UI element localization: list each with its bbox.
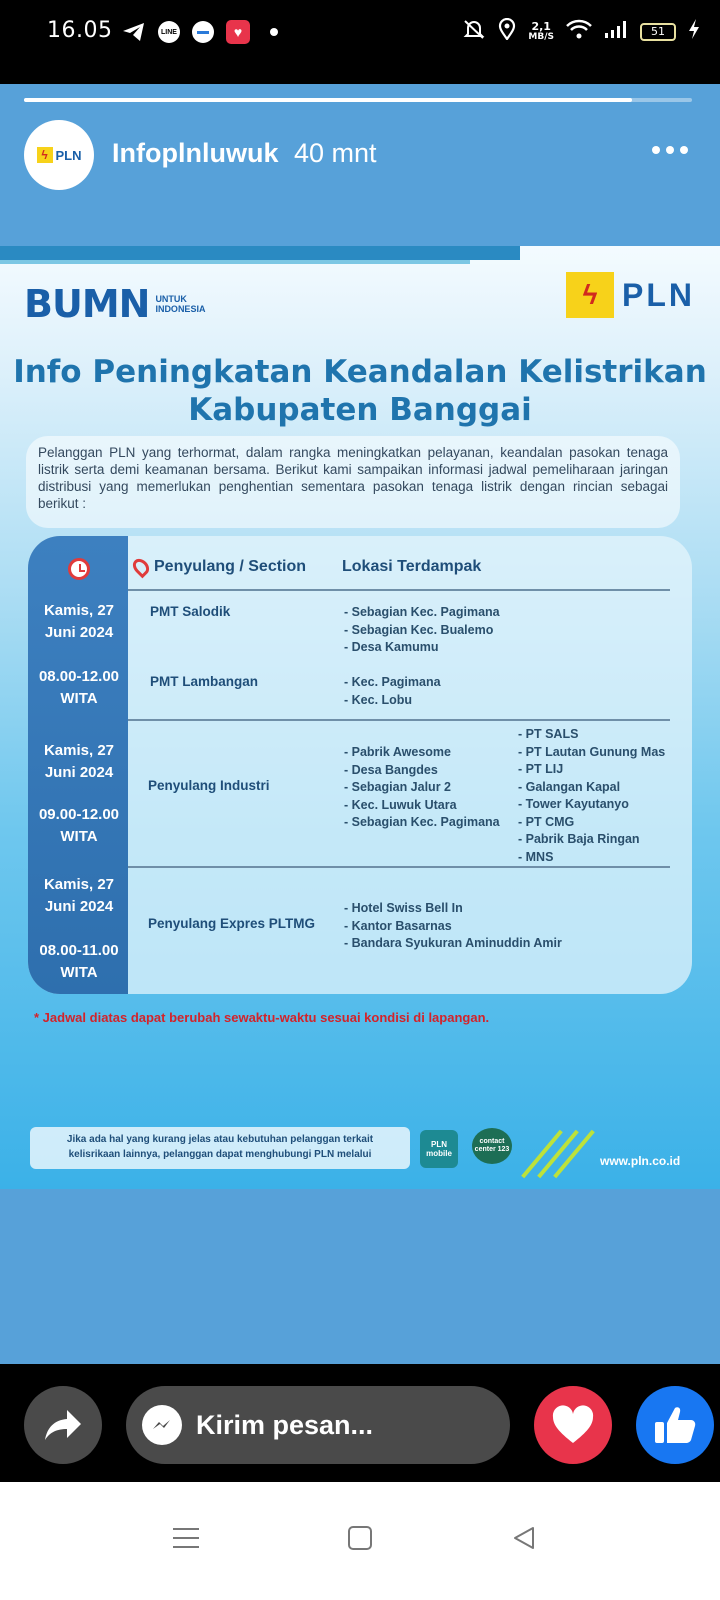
row1-time: 08.00-12.00 WITA <box>38 668 120 707</box>
footer-contact-text: Jika ada hal yang kurang jelas atau kebutuhan pelanggan terkait kelisrikaan lainnya, pelanggan dapat menghubungi PLN melalui <box>30 1127 410 1169</box>
poster-title-line1: Info Peningkatan Keandalan Kelistrikan <box>13 354 707 390</box>
contact-center-logo: contact center 123 <box>472 1128 512 1164</box>
pln-logo: ϟ PLN <box>37 147 82 163</box>
divider <box>128 866 670 868</box>
line-icon: LINE <box>158 20 180 44</box>
row3-locations: - Hotel Swiss Bell In - Kantor Basarnas - Bandara Syukuran Aminuddin Amir <box>344 901 562 950</box>
more-options-button[interactable] <box>652 146 688 154</box>
pln-mobile-logo: PLN mobile <box>420 1130 458 1168</box>
reply-bar <box>0 1364 720 1482</box>
battery-icon: 51 <box>640 23 676 41</box>
pln-lightning-icon: ϟ <box>37 147 53 163</box>
location-pin-icon <box>130 556 153 579</box>
telegram-icon <box>122 20 146 44</box>
dot-icon <box>270 20 278 44</box>
divider <box>128 589 670 591</box>
clock-icon <box>68 558 90 580</box>
messenger-icon <box>142 1405 182 1445</box>
bumn-logo: BUMN UNTUK INDONESIA <box>24 282 206 326</box>
love-reaction-button[interactable] <box>534 1386 612 1464</box>
story-image <box>0 246 720 1189</box>
website-url: www.pln.co.id <box>600 1154 681 1168</box>
schedule-table <box>28 536 692 994</box>
row3-feeder: Penyulang Expres PLTMG <box>148 916 316 931</box>
back-triangle-icon <box>511 1525 537 1551</box>
row1-feeder1: PMT Salodik <box>150 604 231 619</box>
story-viewer[interactable] <box>0 84 720 1364</box>
row3-time: 08.00-11.00 WITA <box>39 942 119 981</box>
tiktok-icon: ♥ <box>226 20 250 44</box>
back-button[interactable] <box>504 1518 544 1558</box>
mute-icon <box>462 18 486 45</box>
dot-icon <box>680 146 688 154</box>
poster-title-line2: Kabupaten Banggai <box>188 392 532 428</box>
pln-logo: ϟ PLN <box>566 272 695 318</box>
schedule-note: * Jadwal diatas dapat berubah sewaktu-waktu sesuai kondisi di lapangan. <box>34 1010 490 1025</box>
poster-intro: Pelanggan PLN yang terhormat, dalam rangka meningkatkan pelayanan, keandalan pasokan tenaga listrik serta demi keamanan bersama. Berikut kami sampaikan informasi jadwal pemeliharaan jaringan distribusi yang memerlukan penghentian sementara pasokan tenaga listrik dengan rincian sebagai berikut : <box>26 436 680 528</box>
dot-icon <box>666 146 674 154</box>
row3-date: Kamis, 27 Juni 2024 <box>43 876 115 915</box>
share-button[interactable] <box>24 1386 102 1464</box>
story-time: 40 mnt <box>294 138 377 168</box>
row1-locations1: - Sebagian Kec. Pagimana - Sebagian Kec. Bualemo - Desa Kamumu <box>344 605 500 654</box>
row2-locations-left: - Pabrik Awesome - Desa Bangdes - Sebagian Jalur 2 - Kec. Luwuk Utara - Sebagian Kec. Pagimana <box>344 745 500 829</box>
app-icon <box>192 20 214 44</box>
row2-date: Kamis, 27 Juni 2024 <box>43 742 115 781</box>
thumbs-up-icon <box>653 1404 697 1446</box>
row1-date: Kamis, 27 Juni 2024 <box>43 602 115 641</box>
menu-icon <box>173 1526 199 1550</box>
message-placeholder: Kirim pesan... <box>196 1409 374 1440</box>
status-bar <box>0 0 720 84</box>
signal-icon <box>604 19 628 44</box>
pln-lightning-icon: ϟ <box>566 272 614 318</box>
header-location: Lokasi Terdampak <box>342 558 482 575</box>
square-icon <box>347 1525 373 1551</box>
row2-time: 09.00-12.00 WITA <box>38 806 120 845</box>
dot-icon <box>652 146 660 154</box>
status-time: 16.05 <box>47 18 113 43</box>
wifi-icon <box>566 19 592 44</box>
header-feeder: Penyulang / Section <box>134 558 306 576</box>
like-reaction-button[interactable] <box>636 1386 714 1464</box>
divider <box>128 719 670 721</box>
heart-icon <box>551 1405 595 1445</box>
row1-feeder2: PMT Lambangan <box>150 674 259 689</box>
story-username[interactable]: Infoplnluwuk <box>112 138 279 168</box>
row2-locations-right: - PT SALS - PT Lautan Gunung Mas - PT LIJ - Galangan Kapal - Tower Kayutanyo - PT CMG - Pabrik Baja Ringan - MNS <box>518 727 666 864</box>
decorative-stripe <box>0 260 470 264</box>
recent-apps-button[interactable] <box>166 1518 206 1558</box>
location-icon <box>498 18 516 45</box>
story-progress-fill <box>24 98 632 102</box>
row1-locations2: - Kec. Pagimana - Kec. Lobu <box>344 675 441 707</box>
network-speed: 2,1 MB/S <box>528 19 554 42</box>
home-button[interactable] <box>340 1518 380 1558</box>
message-input[interactable] <box>126 1386 510 1464</box>
story-progress-bar <box>24 98 692 102</box>
decorative-stripe <box>0 246 520 260</box>
system-nav-bar <box>0 1482 720 1600</box>
charging-icon <box>688 18 700 45</box>
avatar[interactable] <box>24 120 94 190</box>
share-arrow-icon <box>43 1408 83 1442</box>
row2-feeder: Penyulang Industri <box>148 778 270 793</box>
